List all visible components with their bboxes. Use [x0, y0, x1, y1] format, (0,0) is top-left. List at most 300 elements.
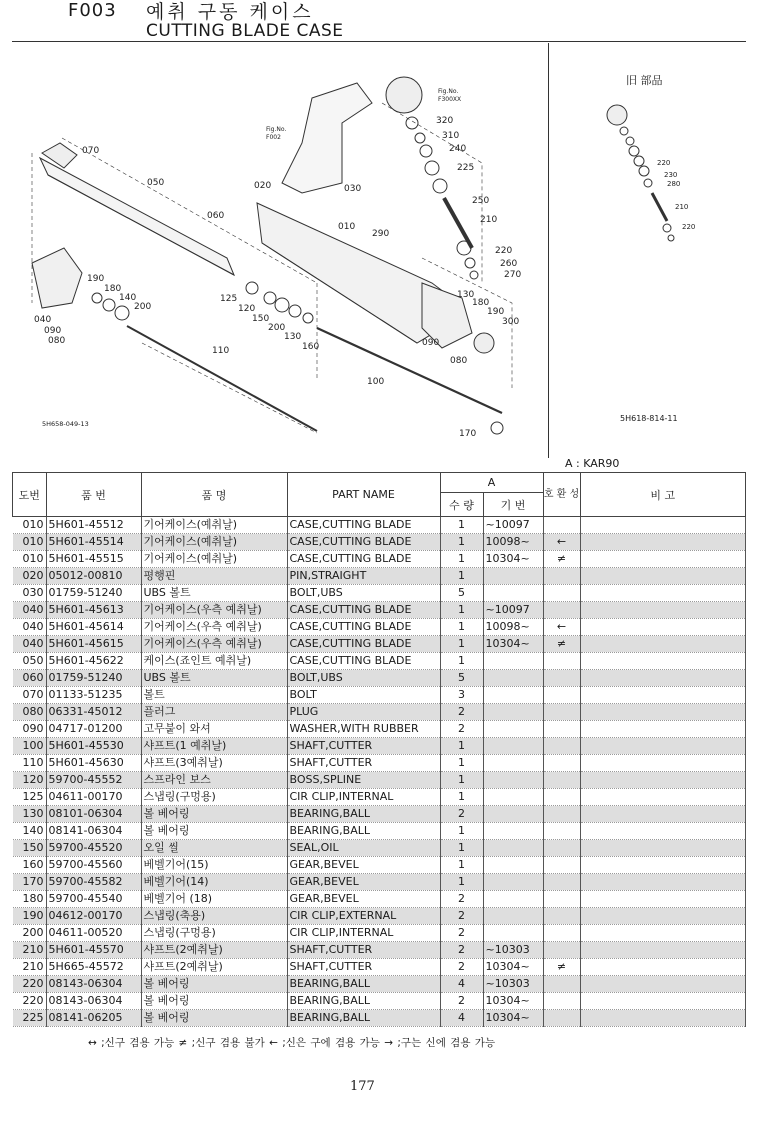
cell-part-no: 05012-00810	[46, 568, 141, 585]
cell-part-no: 59700-45552	[46, 772, 141, 789]
header-qty: 수 량	[440, 493, 483, 517]
cell-base	[483, 670, 543, 687]
cell-name-en: GEAR,BEVEL	[287, 857, 440, 874]
cell-qty: 1	[440, 534, 483, 551]
svg-text:220: 220	[682, 223, 696, 231]
cell-name-kr: 샤프트(2예취날)	[141, 942, 287, 959]
cell-name-en: GEAR,BEVEL	[287, 874, 440, 891]
cell-qty: 1	[440, 823, 483, 840]
table-row	[13, 687, 746, 704]
header-part-no: 품 번	[46, 473, 141, 517]
cell-remarks	[580, 959, 746, 976]
cell-part-no: 5H601-45514	[46, 534, 141, 551]
cell-part-no: 5H601-45570	[46, 942, 141, 959]
cell-name-en: BEARING,BALL	[287, 1010, 440, 1027]
cell-name-kr: 베벨기어(14)	[141, 874, 287, 891]
header-interchange: 호 환 성	[543, 473, 580, 517]
cell-base	[483, 772, 543, 789]
cell-name-kr: 샤프트(3예취날)	[141, 755, 287, 772]
cell-part-no: 59700-45520	[46, 840, 141, 857]
cell-no: 040	[13, 602, 47, 619]
cell-part-no: 08143-06304	[46, 993, 141, 1010]
svg-text:200: 200	[134, 302, 152, 312]
cell-name-kr: 볼 베어링	[141, 806, 287, 823]
cell-base	[483, 874, 543, 891]
cell-no: 220	[13, 993, 47, 1010]
svg-text:180: 180	[472, 298, 490, 308]
cell-name-kr: 기어케이스(예취날)	[141, 517, 287, 534]
cell-part-no: 01759-51240	[46, 585, 141, 602]
table-row	[13, 959, 746, 976]
cell-part-no: 5H601-45615	[46, 636, 141, 653]
cell-no: 160	[13, 857, 47, 874]
svg-text:080: 080	[450, 356, 468, 366]
cell-part-no: 06331-45012	[46, 704, 141, 721]
cell-interchange	[543, 670, 580, 687]
table-row	[13, 619, 746, 636]
parts-table	[12, 472, 746, 1027]
cell-remarks	[580, 1010, 746, 1027]
cell-interchange	[543, 925, 580, 942]
table-row	[13, 653, 746, 670]
cell-qty: 2	[440, 704, 483, 721]
cell-name-en: CASE,CUTTING BLADE	[287, 636, 440, 653]
table-row	[13, 568, 746, 585]
svg-text:220: 220	[657, 159, 671, 167]
cell-qty: 4	[440, 1010, 483, 1027]
cell-part-no: 08101-06304	[46, 806, 141, 823]
cell-part-no: 04717-01200	[46, 721, 141, 738]
cell-remarks	[580, 942, 746, 959]
cell-base: 10098~	[483, 534, 543, 551]
diagram-code-left: 5H658-049-13	[42, 420, 89, 428]
cell-base: ~10303	[483, 942, 543, 959]
parts-table-body	[13, 517, 746, 1027]
cell-part-no: 5H601-45613	[46, 602, 141, 619]
svg-text:290: 290	[372, 229, 390, 239]
svg-text:125: 125	[220, 294, 238, 304]
cell-interchange	[543, 517, 580, 534]
cell-qty: 1	[440, 840, 483, 857]
cell-part-no: 08141-06205	[46, 1010, 141, 1027]
cell-interchange	[543, 823, 580, 840]
cell-part-no: 5H601-45614	[46, 619, 141, 636]
cell-name-kr: 스냅링(축용)	[141, 908, 287, 925]
model-label: A : KAR90	[565, 457, 620, 470]
cell-no: 170	[13, 874, 47, 891]
cell-qty: 1	[440, 789, 483, 806]
cell-interchange	[543, 806, 580, 823]
cell-qty: 1	[440, 636, 483, 653]
cell-remarks	[580, 755, 746, 772]
svg-text:260: 260	[500, 259, 518, 269]
header-no: 도번	[13, 473, 47, 517]
cell-base	[483, 908, 543, 925]
cell-interchange	[543, 942, 580, 959]
cell-part-no: 04611-00520	[46, 925, 141, 942]
svg-text:190: 190	[487, 307, 505, 317]
cell-base: ~10303	[483, 976, 543, 993]
cell-qty: 4	[440, 976, 483, 993]
cell-qty: 2	[440, 908, 483, 925]
cell-no: 200	[13, 925, 47, 942]
cell-part-no: 08141-06304	[46, 823, 141, 840]
table-row	[13, 891, 746, 908]
cell-remarks	[580, 891, 746, 908]
cell-base	[483, 738, 543, 755]
cell-qty: 2	[440, 806, 483, 823]
cell-name-en: CASE,CUTTING BLADE	[287, 653, 440, 670]
cell-qty: 1	[440, 874, 483, 891]
cell-base	[483, 840, 543, 857]
table-row	[13, 840, 746, 857]
table-row	[13, 789, 746, 806]
cell-remarks	[580, 534, 746, 551]
cell-qty: 2	[440, 925, 483, 942]
cell-remarks	[580, 806, 746, 823]
cell-base: ~10097	[483, 602, 543, 619]
cell-qty: 1	[440, 755, 483, 772]
cell-interchange	[543, 1010, 580, 1027]
cell-base: 10304~	[483, 636, 543, 653]
legend: ↔ ;신구 겸용 가능 ≠ ;신구 겸용 불가 ← ;신은 구에 겸용 가능 → ;구는 신에 겸용 가능	[88, 1037, 496, 1049]
cell-base	[483, 789, 543, 806]
cell-interchange	[543, 993, 580, 1010]
cell-name-kr: 스냅링(구멍용)	[141, 789, 287, 806]
cell-qty: 1	[440, 517, 483, 534]
svg-text:120: 120	[238, 304, 256, 314]
svg-text:220: 220	[495, 246, 513, 256]
cell-name-kr: 오일 씰	[141, 840, 287, 857]
cell-name-en: BEARING,BALL	[287, 806, 440, 823]
cell-remarks	[580, 653, 746, 670]
table-row	[13, 806, 746, 823]
cell-name-en: BOLT,UBS	[287, 585, 440, 602]
cell-name-en: BEARING,BALL	[287, 976, 440, 993]
cell-interchange: ←	[543, 534, 580, 551]
cell-remarks	[580, 789, 746, 806]
cell-name-kr: 볼 베어링	[141, 1010, 287, 1027]
cell-no: 010	[13, 551, 47, 568]
table-row	[13, 551, 746, 568]
cell-name-en: BOLT,UBS	[287, 670, 440, 687]
cell-remarks	[580, 925, 746, 942]
table-row	[13, 823, 746, 840]
cell-qty: 2	[440, 942, 483, 959]
cell-name-en: CASE,CUTTING BLADE	[287, 551, 440, 568]
cell-interchange: ≠	[543, 636, 580, 653]
svg-text:270: 270	[504, 270, 522, 280]
cell-interchange	[543, 772, 580, 789]
cell-interchange	[543, 653, 580, 670]
header-remarks: 비 고	[580, 473, 746, 517]
cell-interchange	[543, 704, 580, 721]
cell-name-en: CIR CLIP,INTERNAL	[287, 789, 440, 806]
cell-base: 10304~	[483, 1010, 543, 1027]
svg-text:090: 090	[44, 326, 62, 336]
svg-text:190: 190	[87, 274, 105, 284]
header-name-en: PART NAME	[287, 473, 440, 517]
table-row	[13, 704, 746, 721]
cell-part-no: 5H601-45512	[46, 517, 141, 534]
diagram-code-right: 5H618-814-11	[620, 414, 678, 423]
table-row	[13, 755, 746, 772]
svg-text:130: 130	[284, 332, 302, 342]
svg-text:180: 180	[104, 284, 122, 294]
cell-qty: 1	[440, 857, 483, 874]
cell-base: 10304~	[483, 959, 543, 976]
cell-no: 180	[13, 891, 47, 908]
table-row	[13, 857, 746, 874]
cell-name-en: SHAFT,CUTTER	[287, 755, 440, 772]
header-group-a: A	[440, 473, 543, 493]
cell-name-kr: 베벨기어(15)	[141, 857, 287, 874]
title-korean: 예취 구동 케이스	[146, 1, 314, 23]
cell-qty: 2	[440, 959, 483, 976]
cell-qty: 1	[440, 551, 483, 568]
cell-interchange	[543, 755, 580, 772]
svg-text:Fig.No.: Fig.No.	[266, 126, 287, 133]
cell-qty: 5	[440, 585, 483, 602]
header-rule	[12, 41, 746, 42]
cell-name-en: CIR CLIP,INTERNAL	[287, 925, 440, 942]
cell-name-kr: 볼 베어링	[141, 823, 287, 840]
cell-base	[483, 755, 543, 772]
cell-part-no: 5H601-45630	[46, 755, 141, 772]
cell-qty: 2	[440, 891, 483, 908]
cell-interchange	[543, 687, 580, 704]
cell-base: 10304~	[483, 993, 543, 1010]
cell-remarks	[580, 551, 746, 568]
cell-remarks	[580, 670, 746, 687]
cell-remarks	[580, 687, 746, 704]
cell-remarks	[580, 619, 746, 636]
cell-remarks	[580, 874, 746, 891]
cell-part-no: 5H601-45515	[46, 551, 141, 568]
cell-no: 090	[13, 721, 47, 738]
svg-text:Fig.No.: Fig.No.	[438, 88, 459, 95]
cell-name-en: BOSS,SPLINE	[287, 772, 440, 789]
cell-interchange	[543, 738, 580, 755]
svg-text:230: 230	[664, 171, 678, 179]
cell-name-en: BEARING,BALL	[287, 823, 440, 840]
svg-text:150: 150	[252, 314, 270, 324]
cell-part-no: 59700-45582	[46, 874, 141, 891]
cell-remarks	[580, 721, 746, 738]
table-row	[13, 517, 746, 534]
cell-name-en: PIN,STRAIGHT	[287, 568, 440, 585]
cell-remarks	[580, 840, 746, 857]
cell-no: 125	[13, 789, 47, 806]
cell-interchange	[543, 585, 580, 602]
cell-interchange	[543, 840, 580, 857]
cell-qty: 1	[440, 738, 483, 755]
cell-interchange	[543, 721, 580, 738]
cell-name-kr: 스프라인 보스	[141, 772, 287, 789]
svg-text:210: 210	[675, 203, 689, 211]
cell-no: 030	[13, 585, 47, 602]
svg-text:030: 030	[344, 184, 362, 194]
cell-base	[483, 721, 543, 738]
cell-part-no: 08143-06304	[46, 976, 141, 993]
cell-name-en: PLUG	[287, 704, 440, 721]
table-row	[13, 721, 746, 738]
table-row	[13, 976, 746, 993]
page-number: 177	[350, 1079, 375, 1094]
cell-no: 150	[13, 840, 47, 857]
svg-text:200: 200	[268, 323, 286, 333]
cell-part-no: 01133-51235	[46, 687, 141, 704]
cell-no: 140	[13, 823, 47, 840]
cell-base	[483, 585, 543, 602]
table-row	[13, 925, 746, 942]
cell-interchange	[543, 891, 580, 908]
cell-interchange	[543, 976, 580, 993]
cell-remarks	[580, 636, 746, 653]
cell-remarks	[580, 585, 746, 602]
cell-name-en: SHAFT,CUTTER	[287, 738, 440, 755]
cell-name-kr: 기어케이스(우측 예취날)	[141, 636, 287, 653]
cell-no: 130	[13, 806, 47, 823]
cell-base: 10304~	[483, 551, 543, 568]
cell-no: 220	[13, 976, 47, 993]
table-row	[13, 772, 746, 789]
cell-name-kr: 베벨기어 (18)	[141, 891, 287, 908]
table-row	[13, 738, 746, 755]
table-row	[13, 908, 746, 925]
svg-text:060: 060	[207, 211, 225, 221]
cell-name-en: GEAR,BEVEL	[287, 891, 440, 908]
cell-name-kr: 평행핀	[141, 568, 287, 585]
cell-interchange: ←	[543, 619, 580, 636]
cell-name-kr: 기어케이스(우측 예취날)	[141, 602, 287, 619]
svg-text:320: 320	[436, 116, 454, 126]
cell-no: 010	[13, 517, 47, 534]
cell-part-no: 01759-51240	[46, 670, 141, 687]
cell-remarks	[580, 704, 746, 721]
svg-text:050: 050	[147, 178, 165, 188]
cell-name-kr: UBS 볼트	[141, 585, 287, 602]
svg-text:310: 310	[442, 131, 460, 141]
cell-interchange	[543, 602, 580, 619]
cell-name-kr: 고무붙이 와셔	[141, 721, 287, 738]
table-row	[13, 993, 746, 1010]
old-parts-label: 旧 部品	[626, 74, 663, 87]
cell-part-no: 5H601-45622	[46, 653, 141, 670]
cell-no: 210	[13, 942, 47, 959]
cell-interchange: ≠	[543, 551, 580, 568]
cell-name-kr: 플러그	[141, 704, 287, 721]
cell-base: ~10097	[483, 517, 543, 534]
svg-text:070: 070	[82, 146, 100, 156]
cell-name-en: CASE,CUTTING BLADE	[287, 602, 440, 619]
svg-text:020: 020	[254, 181, 272, 191]
svg-text:090: 090	[422, 338, 440, 348]
cell-part-no: 59700-45540	[46, 891, 141, 908]
svg-text:140: 140	[119, 293, 137, 303]
cell-remarks	[580, 568, 746, 585]
cell-remarks	[580, 976, 746, 993]
title-english: CUTTING BLADE CASE	[146, 21, 344, 41]
cell-remarks	[580, 993, 746, 1010]
cell-base	[483, 704, 543, 721]
cell-no: 010	[13, 534, 47, 551]
cell-base	[483, 857, 543, 874]
cell-name-en: CIR CLIP,EXTERNAL	[287, 908, 440, 925]
cell-name-en: BEARING,BALL	[287, 993, 440, 1010]
cell-name-en: CASE,CUTTING BLADE	[287, 534, 440, 551]
cell-remarks	[580, 738, 746, 755]
cell-interchange	[543, 908, 580, 925]
cell-name-kr: 기어케이스(우측 예취날)	[141, 619, 287, 636]
page-code: F003	[68, 0, 117, 21]
table-row	[13, 534, 746, 551]
table-row	[13, 1010, 746, 1027]
svg-text:225: 225	[457, 163, 475, 173]
cell-base	[483, 925, 543, 942]
cell-name-kr: 샤프트(1 예취날)	[141, 738, 287, 755]
cell-qty: 1	[440, 772, 483, 789]
cell-no: 225	[13, 1010, 47, 1027]
cell-no: 190	[13, 908, 47, 925]
cell-base	[483, 891, 543, 908]
svg-text:210: 210	[480, 215, 498, 225]
header-base: 기 번	[483, 493, 543, 517]
cell-name-kr: 기어케이스(예취날)	[141, 551, 287, 568]
svg-text:F002: F002	[266, 134, 281, 141]
cell-qty: 1	[440, 568, 483, 585]
svg-text:160: 160	[302, 342, 320, 352]
cell-name-en: SHAFT,CUTTER	[287, 942, 440, 959]
cell-remarks	[580, 857, 746, 874]
cell-name-en: WASHER,WITH RUBBER	[287, 721, 440, 738]
table-row	[13, 602, 746, 619]
svg-text:110: 110	[212, 346, 230, 356]
cell-part-no: 04611-00170	[46, 789, 141, 806]
header-name-kr: 품 명	[141, 473, 287, 517]
cell-interchange	[543, 874, 580, 891]
cell-part-no: 04612-00170	[46, 908, 141, 925]
cell-remarks	[580, 772, 746, 789]
cell-no: 040	[13, 619, 47, 636]
cell-qty: 2	[440, 993, 483, 1010]
svg-text:250: 250	[472, 196, 490, 206]
cell-no: 100	[13, 738, 47, 755]
cell-no: 080	[13, 704, 47, 721]
cell-name-en: CASE,CUTTING BLADE	[287, 517, 440, 534]
cell-name-kr: 케이스(죠인트 예취날)	[141, 653, 287, 670]
cell-interchange	[543, 857, 580, 874]
svg-text:130: 130	[457, 290, 475, 300]
cell-no: 110	[13, 755, 47, 772]
cell-interchange	[543, 568, 580, 585]
svg-text:240: 240	[449, 144, 467, 154]
cell-name-en: SEAL,OIL	[287, 840, 440, 857]
cell-part-no: 5H601-45530	[46, 738, 141, 755]
cell-qty: 1	[440, 619, 483, 636]
cell-name-en: BOLT	[287, 687, 440, 704]
cell-remarks	[580, 908, 746, 925]
cell-qty: 3	[440, 687, 483, 704]
cell-part-no: 59700-45560	[46, 857, 141, 874]
cell-qty: 1	[440, 602, 483, 619]
cell-no: 120	[13, 772, 47, 789]
cell-name-kr: 샤프트(2예취날)	[141, 959, 287, 976]
table-row	[13, 585, 746, 602]
cell-no: 210	[13, 959, 47, 976]
cell-base	[483, 653, 543, 670]
svg-text:080: 080	[48, 336, 66, 346]
